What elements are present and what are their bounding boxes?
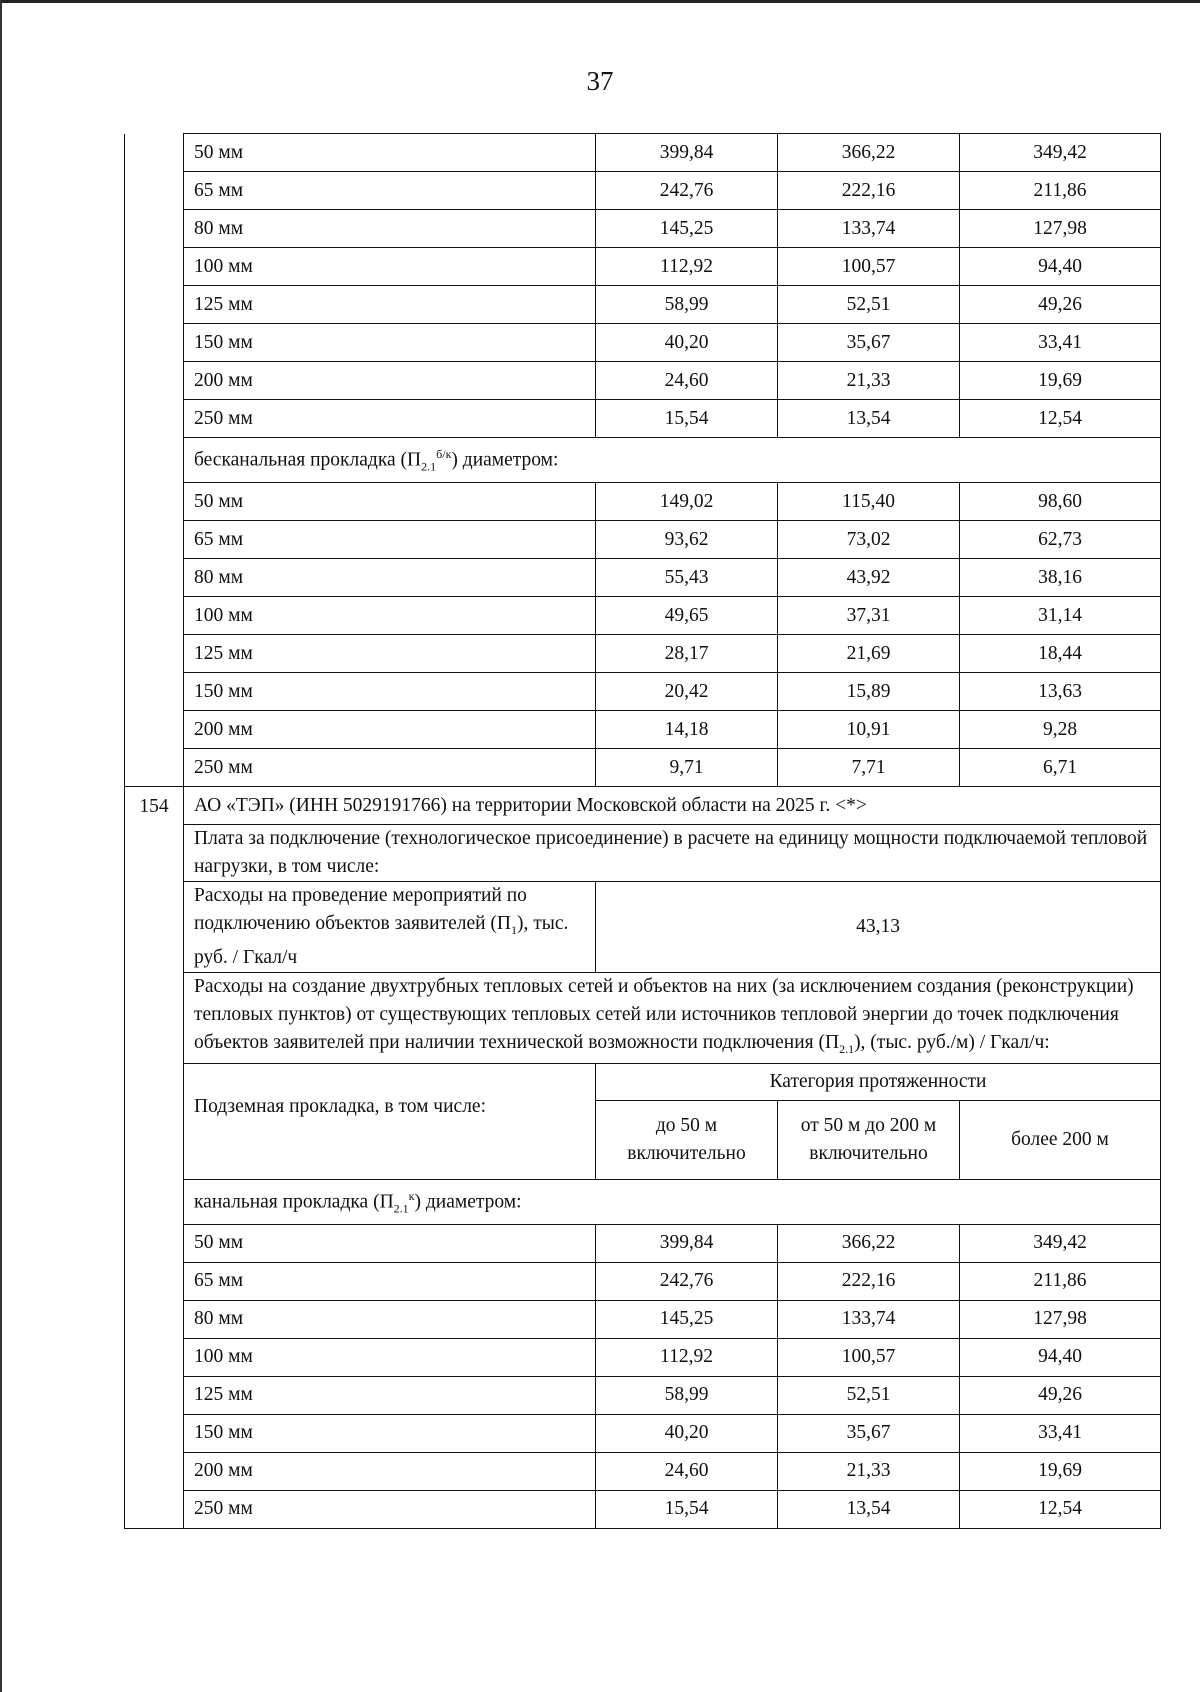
number-cell-blank: [125, 362, 184, 400]
value-cell-over-200: 6,71: [960, 749, 1161, 787]
number-cell-blank: [125, 597, 184, 635]
kanal-heading-subscript: 2.1: [393, 1200, 409, 1215]
value-cell-50-200: 43,92: [778, 559, 960, 597]
diameter-cell: 50 мм: [184, 1224, 596, 1262]
value-cell-50-200: 37,31: [778, 597, 960, 635]
p1-label-subscript: 1: [511, 922, 518, 937]
beskanal-heading-text: бесканальная прокладка (П: [194, 449, 422, 471]
p21-text-subscript: 2.1: [839, 1041, 855, 1056]
p21-row: [125, 972, 1161, 1063]
table-row: [125, 1376, 1161, 1414]
value-cell-50-200: 21,33: [778, 1452, 960, 1490]
value-cell-over-200: 9,28: [960, 711, 1161, 749]
table-row: [125, 1262, 1161, 1300]
value-cell-upto-50: 40,20: [596, 324, 778, 362]
table-row: [125, 286, 1161, 324]
diameter-cell: 250 мм: [184, 749, 596, 787]
value-cell-upto-50: 242,76: [596, 172, 778, 210]
kanal-heading: [184, 1179, 1161, 1224]
number-cell-blank: [125, 438, 184, 483]
value-cell-50-200: 222,16: [778, 1262, 960, 1300]
beskanal-heading-subscript: 2.1: [421, 459, 437, 474]
value-cell-over-200: 12,54: [960, 400, 1161, 438]
diameter-cell: 100 мм: [184, 1338, 596, 1376]
diameter-cell: 200 мм: [184, 362, 596, 400]
table-row: [125, 400, 1161, 438]
diameter-cell: 250 мм: [184, 1490, 596, 1528]
diameter-cell: 100 мм: [184, 248, 596, 286]
value-cell-over-200: 49,26: [960, 286, 1161, 324]
value-cell-upto-50: 112,92: [596, 1338, 778, 1376]
table-row: [125, 711, 1161, 749]
table-row: [125, 1300, 1161, 1338]
beskanal-heading-text-end: ) диаметром:: [451, 449, 559, 471]
value-cell-upto-50: 145,25: [596, 1300, 778, 1338]
kanal-heading-text-end: ) диаметром:: [414, 1191, 522, 1213]
diameter-cell: 65 мм: [184, 172, 596, 210]
value-cell-over-200: 31,14: [960, 597, 1161, 635]
entry-number: 154: [125, 787, 184, 1529]
organization-title: АО «ТЭП» (ИНН 5029191766) на территории Московской области на 2025 г. <*>: [184, 787, 1161, 825]
value-cell-over-200: 211,86: [960, 1262, 1161, 1300]
category-3: более 200 м: [960, 1100, 1161, 1179]
diameter-cell: 150 мм: [184, 324, 596, 362]
number-cell-blank: [125, 635, 184, 673]
number-cell-blank: [125, 324, 184, 362]
value-cell-50-200: 100,57: [778, 1338, 960, 1376]
table-row: [125, 362, 1161, 400]
value-cell-50-200: 52,51: [778, 286, 960, 324]
kanal-heading-row: [125, 1179, 1161, 1224]
scan-edge-top: [0, 0, 1200, 3]
value-cell-upto-50: 9,71: [596, 749, 778, 787]
table-row: [125, 210, 1161, 248]
value-cell-upto-50: 15,54: [596, 400, 778, 438]
value-cell-upto-50: 242,76: [596, 1262, 778, 1300]
diameter-cell: 125 мм: [184, 1376, 596, 1414]
p1-label-text: Расходы на проведение мероприятий по подключению объектов заявителей (П: [194, 885, 527, 934]
diameter-cell: 100 мм: [184, 597, 596, 635]
p21-text-text-end: ), (тыс. руб./м) / Гкал/ч:: [854, 1031, 1050, 1053]
value-cell-upto-50: 28,17: [596, 635, 778, 673]
kanal-heading-superscript: к: [408, 1188, 415, 1203]
value-cell-50-200: 52,51: [778, 1376, 960, 1414]
diameter-cell: 250 мм: [184, 400, 596, 438]
value-cell-over-200: 33,41: [960, 1414, 1161, 1452]
table-row: [125, 324, 1161, 362]
table-row: [125, 1452, 1161, 1490]
value-cell-upto-50: 399,84: [596, 134, 778, 172]
fee-row: [125, 825, 1161, 882]
diameter-cell: 125 мм: [184, 635, 596, 673]
p1-value: 43,13: [596, 882, 1161, 973]
value-cell-upto-50: 58,99: [596, 1376, 778, 1414]
value-cell-50-200: 21,33: [778, 362, 960, 400]
value-cell-upto-50: 145,25: [596, 210, 778, 248]
table-row: [125, 483, 1161, 521]
value-cell-over-200: 349,42: [960, 134, 1161, 172]
diameter-cell: 80 мм: [184, 1300, 596, 1338]
diameter-cell: 65 мм: [184, 521, 596, 559]
kanal-heading-text: канальная прокладка (П: [194, 1191, 394, 1213]
p21-text: [184, 972, 1161, 1063]
number-cell-blank: [125, 400, 184, 438]
value-cell-50-200: 35,67: [778, 324, 960, 362]
value-cell-50-200: 115,40: [778, 483, 960, 521]
beskanal-heading-row: [125, 438, 1161, 483]
value-cell-over-200: 98,60: [960, 483, 1161, 521]
value-cell-50-200: 15,89: [778, 673, 960, 711]
category-header-row: [125, 1063, 1161, 1100]
value-cell-over-200: 349,42: [960, 1224, 1161, 1262]
value-cell-upto-50: 40,20: [596, 1414, 778, 1452]
diameter-cell: 50 мм: [184, 483, 596, 521]
category-1: до 50 м включительно: [596, 1100, 778, 1179]
value-cell-upto-50: 93,62: [596, 521, 778, 559]
tariff-table: [124, 133, 1161, 1529]
value-cell-over-200: 12,54: [960, 1490, 1161, 1528]
value-cell-over-200: 38,16: [960, 559, 1161, 597]
diameter-cell: 150 мм: [184, 1414, 596, 1452]
value-cell-upto-50: 24,60: [596, 362, 778, 400]
beskanal-heading: [184, 438, 1161, 483]
diameter-cell: 200 мм: [184, 711, 596, 749]
value-cell-50-200: 100,57: [778, 248, 960, 286]
diameter-cell: 80 мм: [184, 210, 596, 248]
value-cell-50-200: 35,67: [778, 1414, 960, 1452]
value-cell-50-200: 13,54: [778, 1490, 960, 1528]
value-cell-upto-50: 14,18: [596, 711, 778, 749]
value-cell-upto-50: 55,43: [596, 559, 778, 597]
table-row: [125, 248, 1161, 286]
number-cell-blank: [125, 210, 184, 248]
value-cell-50-200: 366,22: [778, 1224, 960, 1262]
diameter-cell: 50 мм: [184, 134, 596, 172]
category-header: Категория протяженности: [596, 1063, 1161, 1100]
value-cell-over-200: 127,98: [960, 210, 1161, 248]
table-row: [125, 1414, 1161, 1452]
number-cell-blank: [125, 134, 184, 172]
value-cell-over-200: 18,44: [960, 635, 1161, 673]
value-cell-50-200: 133,74: [778, 210, 960, 248]
value-cell-50-200: 10,91: [778, 711, 960, 749]
number-cell-blank: [125, 559, 184, 597]
fee-text: Плата за подключение (технологическое присоединение) в расчете на единицу мощности подключаемой тепловой нагрузки, в том числе:: [184, 825, 1161, 882]
number-cell-blank: [125, 521, 184, 559]
table-row: [125, 172, 1161, 210]
entry-154-row: [125, 787, 1161, 825]
diameter-cell: 200 мм: [184, 1452, 596, 1490]
value-cell-over-200: 33,41: [960, 324, 1161, 362]
table-row: [125, 1224, 1161, 1262]
beskanal-heading-superscript: б/к: [436, 446, 452, 461]
value-cell-over-200: 127,98: [960, 1300, 1161, 1338]
value-cell-upto-50: 20,42: [596, 673, 778, 711]
value-cell-upto-50: 149,02: [596, 483, 778, 521]
number-cell-blank: [125, 749, 184, 787]
table-row: [125, 134, 1161, 172]
value-cell-over-200: 94,40: [960, 248, 1161, 286]
value-cell-50-200: 133,74: [778, 1300, 960, 1338]
value-cell-over-200: 19,69: [960, 1452, 1161, 1490]
value-cell-upto-50: 24,60: [596, 1452, 778, 1490]
number-cell-blank: [125, 673, 184, 711]
value-cell-50-200: 73,02: [778, 521, 960, 559]
p21-text-text: Расходы на создание двухтрубных тепловых сетей и объектов на них (за исключением создания (реконструкции) тепловых пунктов) от существующих тепловых сетей или источников тепловой энергии до точек подключения объектов заявителей при наличии технической возможности подключения (П: [194, 975, 1134, 1053]
value-cell-upto-50: 112,92: [596, 248, 778, 286]
value-cell-over-200: 62,73: [960, 521, 1161, 559]
table-row: [125, 597, 1161, 635]
value-cell-upto-50: 58,99: [596, 286, 778, 324]
number-cell-blank: [125, 711, 184, 749]
value-cell-50-200: 7,71: [778, 749, 960, 787]
number-cell-blank: [125, 248, 184, 286]
value-cell-over-200: 13,63: [960, 673, 1161, 711]
table-row: [125, 749, 1161, 787]
p1-label: [184, 882, 596, 973]
value-cell-50-200: 366,22: [778, 134, 960, 172]
value-cell-upto-50: 49,65: [596, 597, 778, 635]
value-cell-upto-50: 399,84: [596, 1224, 778, 1262]
scan-edge-left: [0, 0, 2, 1692]
p1-label-text-end: ), тыс. руб. / Гкал/ч: [194, 913, 569, 968]
underground-label: Подземная прокладка, в том числе:: [184, 1063, 596, 1179]
table-row: [125, 1490, 1161, 1528]
table-row: [125, 521, 1161, 559]
number-cell-blank: [125, 286, 184, 324]
diameter-cell: 125 мм: [184, 286, 596, 324]
number-cell-blank: [125, 483, 184, 521]
value-cell-upto-50: 15,54: [596, 1490, 778, 1528]
diameter-cell: 80 мм: [184, 559, 596, 597]
page-number: 37: [586, 66, 614, 96]
value-cell-over-200: 19,69: [960, 362, 1161, 400]
table-row: [125, 635, 1161, 673]
table-row: [125, 673, 1161, 711]
value-cell-over-200: 211,86: [960, 172, 1161, 210]
value-cell-over-200: 94,40: [960, 1338, 1161, 1376]
category-2: от 50 м до 200 м включительно: [778, 1100, 960, 1179]
number-cell-blank: [125, 172, 184, 210]
value-cell-50-200: 13,54: [778, 400, 960, 438]
p1-row: [125, 882, 1161, 973]
value-cell-50-200: 222,16: [778, 172, 960, 210]
value-cell-50-200: 21,69: [778, 635, 960, 673]
diameter-cell: 150 мм: [184, 673, 596, 711]
value-cell-over-200: 49,26: [960, 1376, 1161, 1414]
diameter-cell: 65 мм: [184, 1262, 596, 1300]
table-row: [125, 1338, 1161, 1376]
table-row: [125, 559, 1161, 597]
